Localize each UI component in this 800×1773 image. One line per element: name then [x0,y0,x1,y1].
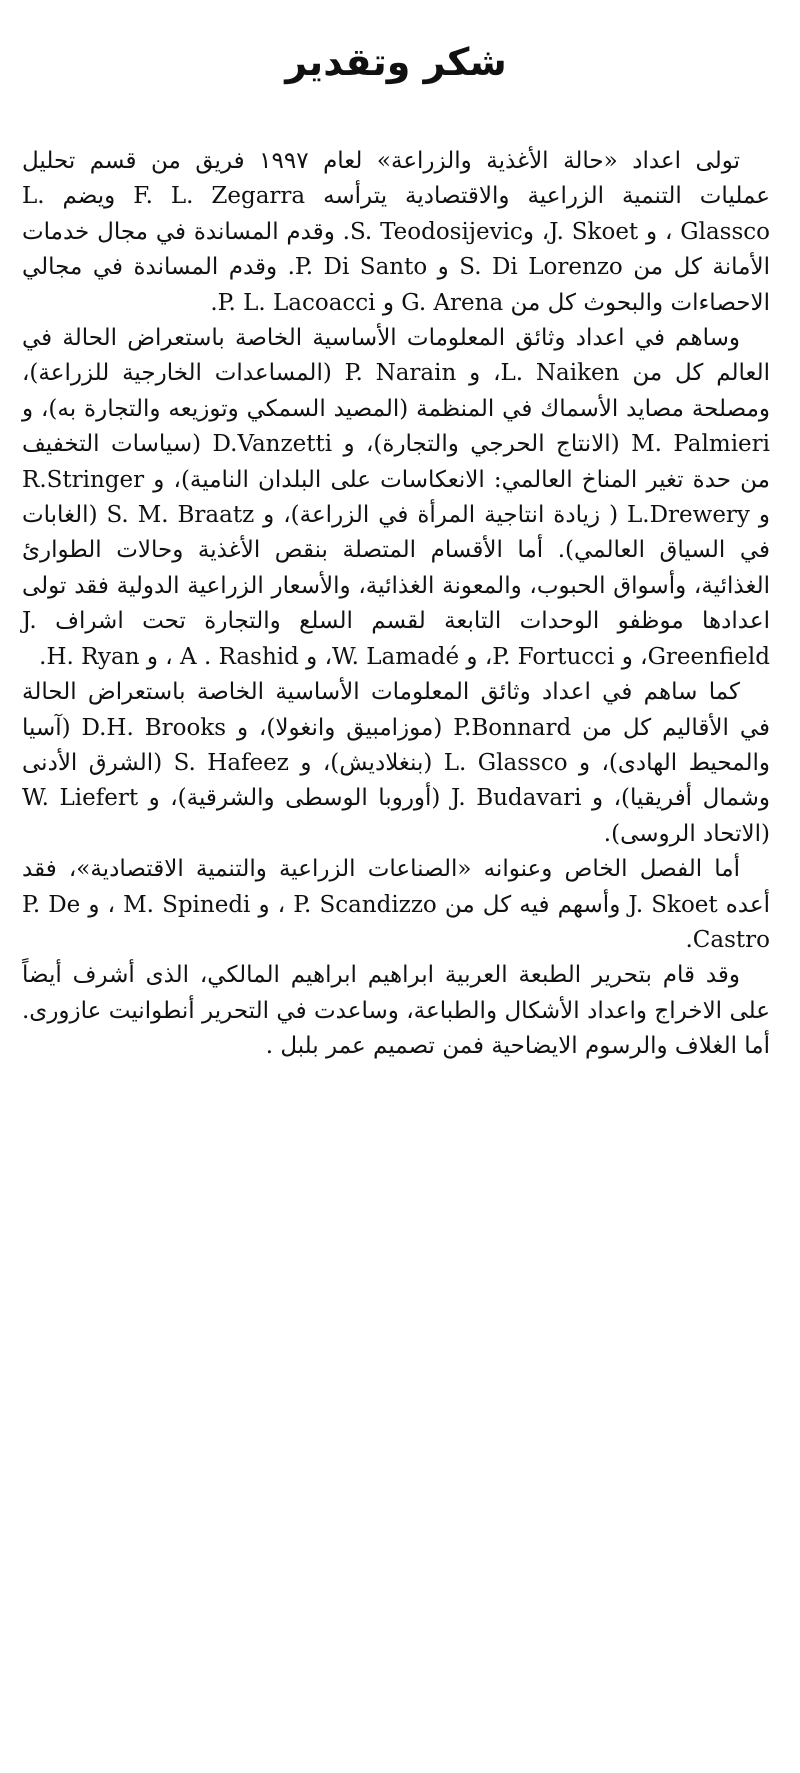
paragraph-arabic-edition: وقد قام بتحرير الطبعة العربية ابراهيم ابراهيم المالكي، الذى أشرف أيضاً على الاخراج واعداد الأشكال والطباعة، وساعدت في التحرير أنطوانيت عازورى. أما الغلاف والرسوم الايضاحية فمن تصميم عمر بلبل . [22,962,770,1060]
page-title: شكر وتقدير [285,40,507,84]
paragraph-team: تولى اعداد «حالة الأغذية والزراعة» لعام ١٩٩٧ فريق من قسم تحليل عمليات التنمية الزراعية والاقتصادية يترأسه F. L. Zegarra ويضم L. Glassco ، و J. Skoet، وS. Teodosijevic. وقدم المساندة في مجال خدمات الأمانة كل من S. Di Lorenzo و P. Di Santo. وقدم المساندة في مجالي الاحصاءات والبحوث كل من G. Arena و P. L. Lacoacci. [22,148,771,316]
paragraph-global-contributors: وساهم في اعداد وثائق المعلومات الأساسية الخاصة باستعراض الحالة في العالم كل من L. Naiken، و P. Narain (المساعدات الخارجية للزراعة)، ومصلحة مصايد الأسماك في المنظمة (المصيد السمكي وتوزيعه والتجارة به)، و M. Palmieri (الانتاج الحرجي والتجارة)، و D.Vanzetti (سياسات التخفيف من حدة تغير المناخ العالمي: الانعكاسات على البلدان النامية)، و R.Stringer و L.Drewery ( زيادة انتاجية المرأة في الزراعة)، و S. M. Braatz (الغابات في السياق العالمي). أما الأقسام المتصلة بنقص الأغذية وحالات الطوارئ الغذائية، وأسواق الحبوب، والمعونة الغذائية، والأسعار الزراعية الدولية فقد تولى اعدادها موظفو الوحدات التابعة لقسم السلع والتجارة تحت اشراف J. Greenfield، و P. Fortucci، و W. Lamadé، و A . Rashid ، و H. Ryan. [22,325,771,670]
paragraph-special-chapter: أما الفصل الخاص وعنوانه «الصناعات الزراعية والتنمية الاقتصادية»، فقد أعده J. Skoet وأسهم فيه كل من P. Scandizzo ، و M. Spinedi ، و P. De Castro. [22,856,770,953]
paragraph-regional-contributors: كما ساهم في اعداد وثائق المعلومات الأساسية الخاصة باستعراض الحالة في الأقاليم كل من P.Bonnard (موزامبيق وانغولا)، و D.H. Brooks (آسيا والمحيط الهادى)، و L. Glassco (بنغلاديش)، و S. Hafeez (الشرق الأدنى وشمال أفريقيا)، و J. Budavari (أوروبا الوسطى والشرقية)، و W. Liefert (الاتحاد الروسى). [22,679,771,847]
acknowledgements-body [22,144,770,1065]
